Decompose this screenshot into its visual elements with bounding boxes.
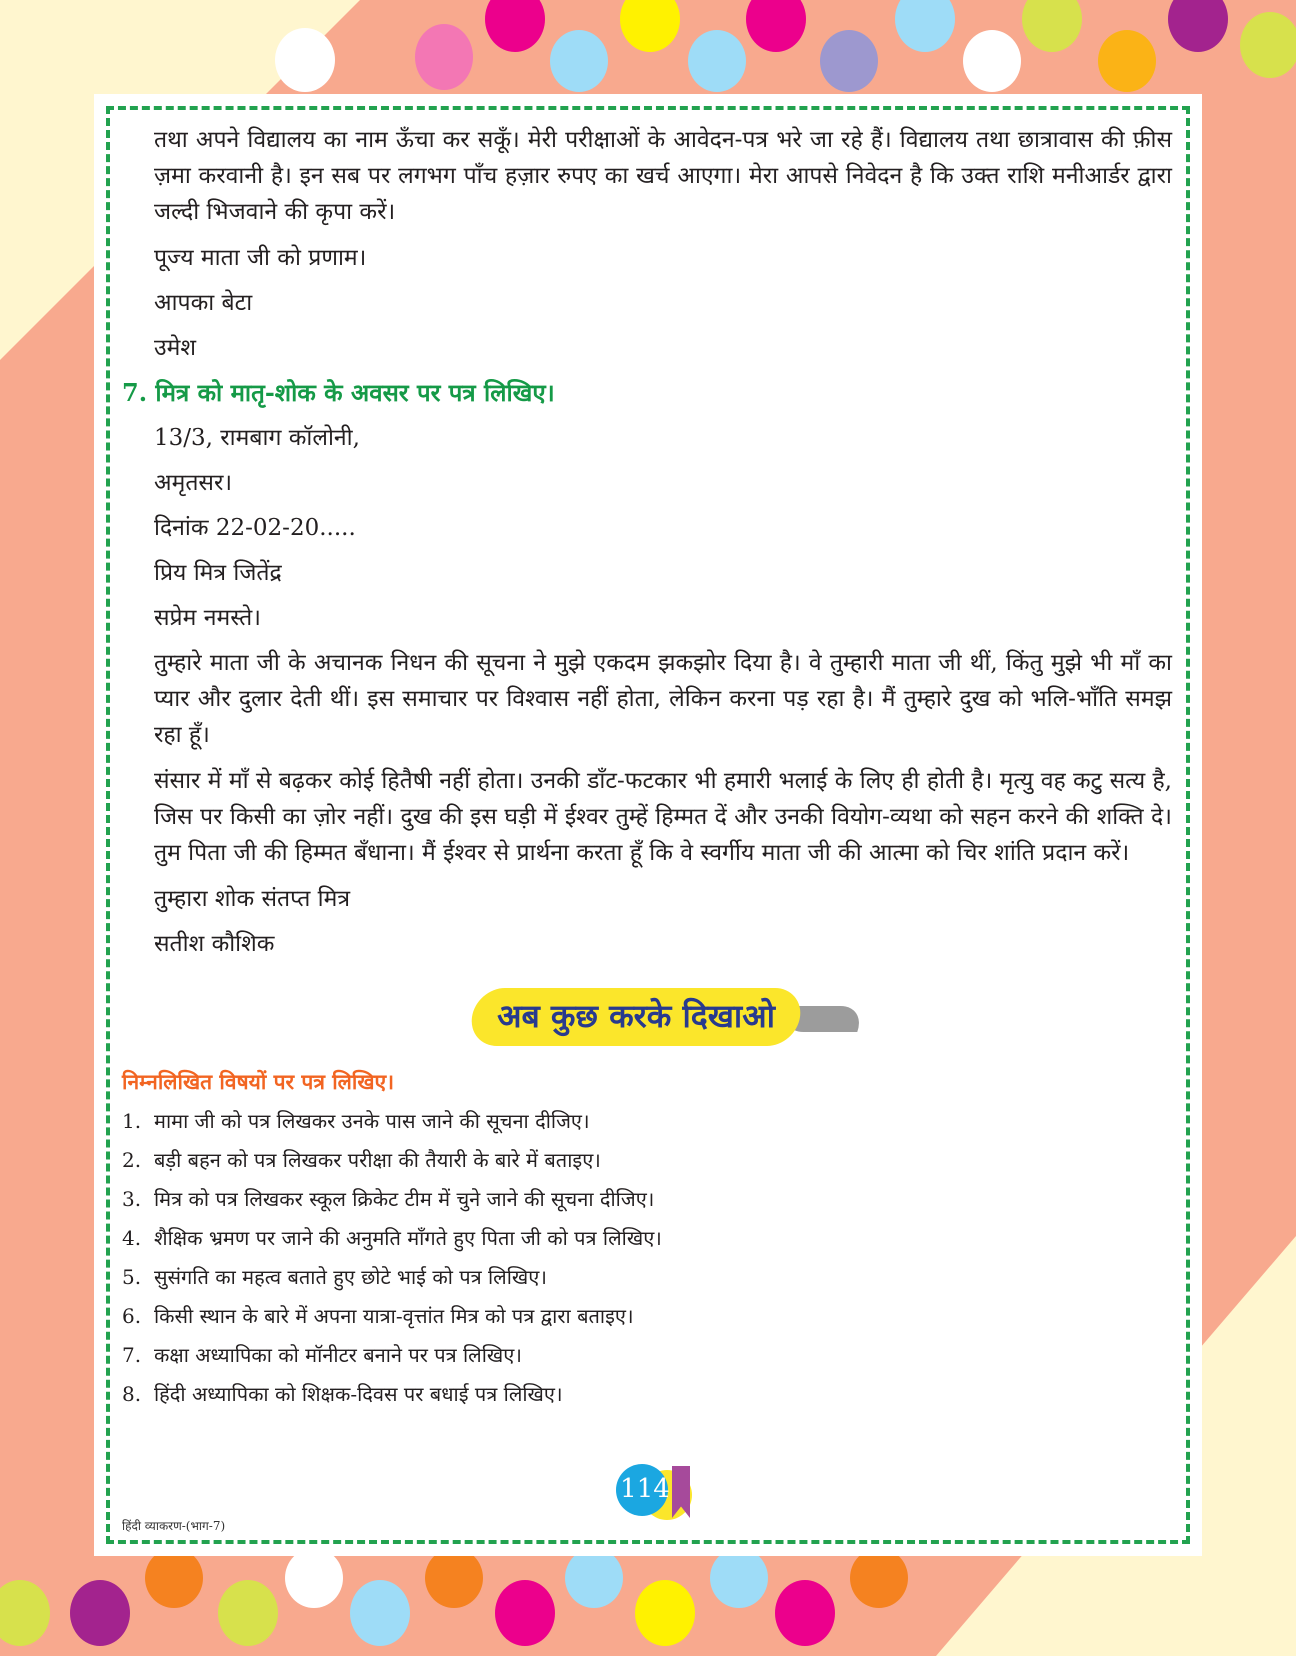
dot: [820, 30, 878, 92]
list-item-number: 7.: [122, 1343, 142, 1367]
address-city: अमृतसर।: [154, 470, 233, 496]
letter-paragraph-2: संसार में माँ से बढ़कर कोई हितैषी नहीं होता। उनकी डाँट-फटकार भी हमारी भलाई के लिए ही होती है। मृत्यु वह कटु सत्य है, जिस पर किसी का ज़ोर नहीं। दुख की इस घड़ी में ईश्वर तुम्हें हिम्मत दें और उनकी वियोग-व्यथा को सहन करने की शक्ति दे। तुम पिता जी की हिम्मत बँधाना। मैं ईश्वर से प्रार्थना करता हूँ कि वे स्वर्गीय माता जी की आत्मा को चिर शांति प्रदान करें।: [154, 768, 1172, 866]
banner-title: अब कुछ करके दिखाओ: [497, 997, 775, 1035]
list-item-number: 5.: [122, 1265, 142, 1289]
activity-banner: [122, 988, 1172, 1054]
letter-closing: तुम्हारा शोक संतप्त मित्र: [154, 886, 351, 912]
list-item-number: 1.: [122, 1109, 142, 1133]
dot: [895, 0, 955, 52]
page-number-badge: [616, 1462, 706, 1524]
dot: [565, 1548, 623, 1608]
activity-list: [122, 1106, 1172, 1409]
dot: [963, 30, 1021, 92]
list-item-number: 2.: [122, 1148, 142, 1172]
question-heading: 7. मित्र को मातृ-शोक के अवसर पर पत्र लिखिए।: [122, 378, 555, 407]
list-item: [122, 1379, 1172, 1409]
list-item-text: हिंदी अध्यापिका को शिक्षक-दिवस पर बधाई पत्र लिखिए।: [154, 1382, 563, 1406]
dot: [275, 28, 335, 92]
list-item-number: 6.: [122, 1304, 142, 1328]
list-item-text: किसी स्थान के बारे में अपना यात्रा-वृत्तांत मित्र को पत्र द्वारा बताइए।: [154, 1304, 634, 1328]
dot: [746, 0, 806, 52]
dot: [688, 30, 746, 92]
dot: [550, 30, 608, 92]
greeting: सप्रेम नमस्ते।: [154, 605, 261, 631]
book-title: हिंदी व्याकरण-(भाग-7): [122, 1519, 226, 1533]
dot: [1240, 12, 1296, 78]
dot: [218, 1580, 278, 1646]
list-item: [122, 1106, 1172, 1136]
address-line: 13/3, रामबाग कॉलोनी,: [154, 425, 360, 451]
dot: [1098, 30, 1156, 92]
activity-heading: निम्नलिखित विषयों पर पत्र लिखिए।: [122, 1069, 395, 1094]
textbook-page: [94, 94, 1202, 1556]
dot: [1168, 0, 1228, 52]
dot: [285, 1548, 343, 1608]
letter-paragraph-1: तुम्हारे माता जी के अचानक निधन की सूचना ने मुझे एकदम झकझोर दिया है। वे तुम्हारी माता जी थीं, किंतु मुझे भी माँ का प्यार और दुलार देती थीं। इस समाचार पर विश्वास नहीं होता, लेकिन करना पड़ रहा है। मैं तुम्हारे दुख को भलि-भाँति समझ रहा हूँ।: [154, 650, 1172, 748]
dot: [620, 0, 680, 52]
list-item-text: मामा जी को पत्र लिखकर उनके पास जाने की सूचना दीजिए।: [154, 1109, 590, 1133]
dot: [350, 1580, 410, 1646]
dot: [1022, 0, 1082, 52]
dot: [70, 1580, 130, 1646]
list-item-number: 4.: [122, 1226, 142, 1250]
letter-paragraph: तथा अपने विद्यालय का नाम ऊँचा कर सकूँ। मेरी परीक्षाओं के आवेदन-पत्र भरे जा रहे हैं। विद्यालय तथा छात्रावास की फ़ीस ज़मा करवानी है। इन सब पर लगभग पाँच हज़ार रुपए का खर्च आएगा। मेरा आपसे निवेदन है कि उक्त राशि मनीआर्डर द्वारा जल्दी भिजवाने की कृपा करें।: [154, 127, 1172, 225]
dot: [710, 1548, 768, 1608]
list-item: [122, 1301, 1172, 1331]
letter-regards: पूज्य माता जी को प्रणाम।: [154, 245, 367, 271]
list-item: [122, 1184, 1172, 1214]
page-number: 114: [620, 1474, 670, 1504]
dot: [850, 1548, 908, 1608]
dot: [495, 1580, 555, 1646]
dot: [775, 1580, 835, 1646]
page-content: [122, 122, 1172, 1418]
dot: [425, 1548, 483, 1608]
list-item-text: शैक्षिक भ्रमण पर जाने की अनुमति माँगते हुए पिता जी को पत्र लिखिए।: [154, 1226, 662, 1250]
letter-signature: सतीश कौशिक: [154, 931, 275, 957]
list-item-number: 8.: [122, 1382, 142, 1406]
list-item-text: बड़ी बहन को पत्र लिखकर परीक्षा की तैयारी के बारे में बताइए।: [154, 1148, 601, 1172]
letter-closing: आपका बेटा: [154, 290, 253, 316]
list-item: [122, 1145, 1172, 1175]
letter-date: दिनांक 22-02-20.....: [154, 515, 356, 541]
list-item-text: मित्र को पत्र लिखकर स्कूल क्रिकेट टीम में चुने जाने की सूचना दीजिए।: [154, 1187, 655, 1211]
list-item-number: 3.: [122, 1187, 142, 1211]
list-item: [122, 1262, 1172, 1292]
dot: [485, 0, 545, 52]
dot: [635, 1580, 695, 1646]
dot: [145, 1548, 203, 1608]
dot: [415, 24, 473, 90]
letter-signature: उमेश: [154, 335, 196, 361]
list-item-text: कक्षा अध्यापिका को मॉनीटर बनाने पर पत्र लिखिए।: [154, 1343, 522, 1367]
list-item-text: सुसंगति का महत्व बताते हुए छोटे भाई को पत्र लिखिए।: [154, 1265, 547, 1289]
list-item: [122, 1340, 1172, 1370]
salutation: प्रिय मित्र जितेंद्र: [154, 560, 282, 586]
dot: [0, 1580, 50, 1646]
list-item: [122, 1223, 1172, 1253]
